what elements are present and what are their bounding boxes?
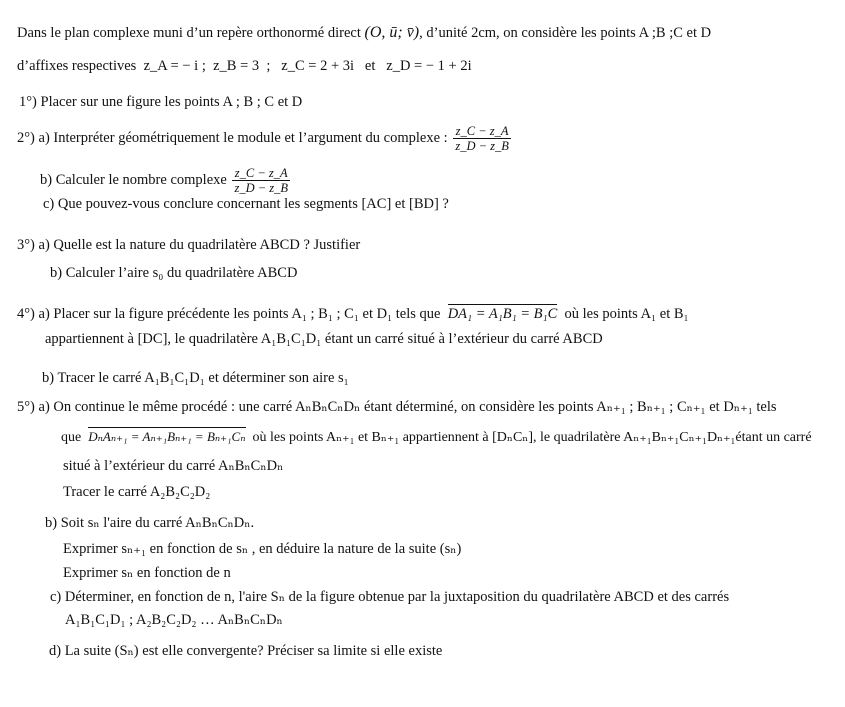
fraction-numerator: z_C − z_A	[232, 166, 290, 181]
intro-line-2: d’affixes respectives z_A = − i ; z_B = 3 ; z_C = 2 + 3i et z_D = − 1 + 2i	[17, 58, 472, 74]
question-2b-text: b) Calculer le nombre complexe	[40, 171, 227, 188]
intro-text-b: , d’unité 2cm, on considère les points A ;B ;C et D	[419, 25, 712, 41]
fraction-numerator: z_C − z_A	[453, 124, 511, 139]
question-3b: b) Calculer l’aire s₀ du quadrilatère ABCD	[50, 265, 298, 281]
question-1: 1°) Placer sur une figure les points A ; B ; C et D	[19, 94, 303, 110]
question-4a-text: 4°) a) Placer sur la figure précédente les points A₁ ; B₁ ; C₁ et D₁ tels que	[17, 306, 441, 322]
question-4b: b) Tracer le carré A₁B₁C₁D₁ et déterminer son aire s₁	[42, 370, 349, 386]
complex-fraction-1	[453, 124, 511, 153]
complex-fraction-2	[232, 166, 290, 195]
question-5a-que: que	[61, 430, 82, 445]
question-5c-cont: A₁B₁C₁D₁ ; A₂B₂C₂D₂ … AₙBₙCₙDₙ	[65, 612, 283, 628]
question-5a: 5°) a) On continue le même procédé : une carré AₙBₙCₙDₙ étant déterminé, on considère les points Aₙ₊₁ ; Bₙ₊₁ ; Cₙ₊₁ et Dₙ₊₁ tels	[17, 399, 777, 415]
affix-a: z_A = − i	[143, 58, 199, 74]
frame-notation: (O, ū; v̄)	[364, 24, 420, 41]
question-2a	[17, 124, 513, 153]
question-4a-text-2: où les points A₁ et B₁	[564, 306, 689, 322]
question-3a: 3°) a) Quelle est la nature du quadrilatère ABCD ? Justifier	[17, 237, 361, 253]
question-2c: c) Que pouvez-vous conclure concernant les segments [AC] et [BD] ?	[43, 196, 449, 212]
question-5a-cont	[61, 428, 812, 447]
question-5b-express-2: Exprimer sₙ en fonction de n	[63, 565, 231, 581]
question-2a-text: 2°) a) Interpréter géométriquement le module et l’argument du complexe :	[17, 129, 448, 146]
affix-d: z_D = − 1 + 2i	[386, 58, 472, 74]
intro-text-a: Dans le plan complexe muni d’un repère orthonormé direct	[17, 25, 361, 41]
question-5b-express-1: Exprimer sₙ₊₁ en fonction de sₙ , en déduire la nature de la suite (sₙ)	[63, 541, 462, 557]
fraction-denominator: z_D − z_B	[234, 181, 289, 195]
question-5a-trace: Tracer le carré A₂B₂C₂D₂	[63, 484, 211, 500]
question-5c: c) Déterminer, en fonction de n, l'aire Sₙ de la figure obtenue par la juxtaposition du quadrilatère ABCD et des carrés	[50, 589, 730, 605]
affixes-label: d’affixes respectives	[17, 58, 137, 74]
question-4a	[17, 305, 689, 323]
affix-et: et	[364, 58, 376, 74]
question-2b	[40, 166, 292, 195]
question-5a-situ: situé à l’extérieur du carré AₙBₙCₙDₙ	[63, 458, 284, 474]
question-5a-text-2: où les points Aₙ₊₁ et Bₙ₊₁ appartiennent à [DₙCₙ], le quadrilatère Aₙ₊₁Bₙ₊₁Cₙ₊₁Dₙ₊₁étant un carré	[252, 430, 812, 445]
vector-equation-2: DₙAₙ₊₁ = Aₙ₊₁Bₙ₊₁ = Bₙ₊₁Cₙ	[88, 429, 246, 444]
intro-line-1	[17, 24, 711, 42]
fraction-denominator: z_D − z_B	[455, 139, 509, 153]
affix-c: z_C = 2 + 3i	[281, 58, 355, 74]
vector-equation-1: DA₁ = A₁B₁ = B₁C	[447, 306, 558, 322]
question-5b: b) Soit sₙ l'aire du carré AₙBₙCₙDₙ.	[45, 515, 255, 531]
question-4a-cont: appartiennent à [DC], le quadrilatère A₁B₁C₁D₁ étant un carré situé à l’extérieur du carré ABCD	[45, 331, 603, 347]
question-5d: d) La suite (Sₙ) est elle convergente? Préciser sa limite si elle existe	[49, 643, 443, 659]
affix-b: z_B = 3	[213, 58, 260, 74]
